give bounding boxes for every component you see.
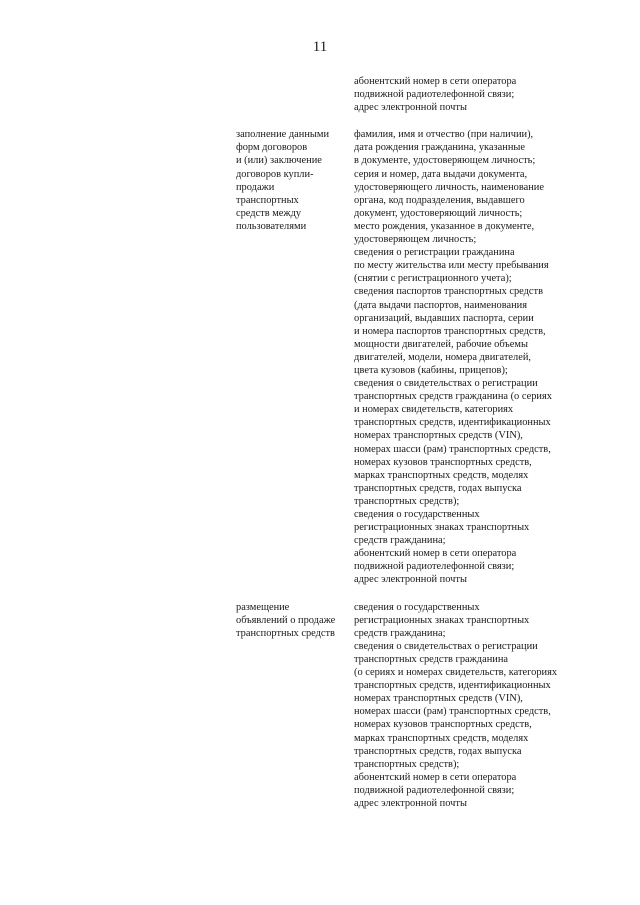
data-line: сведения о свидетельствах о регистрации — [354, 378, 538, 390]
data-line: дата рождения гражданина, указанные — [354, 142, 525, 154]
data-line: транспортных средств, годах выпуска — [354, 745, 522, 757]
data-line: номерах кузовов транспортных средств, — [354, 719, 532, 731]
data-line: сведения паспортов транспортных средств — [354, 286, 543, 298]
data-processing-table — [236, 75, 596, 810]
data-line: адрес электронной почты — [354, 574, 467, 586]
data-line: абонентский номер в сети оператора — [354, 548, 517, 560]
data-line: и номера паспортов транспортных средств, — [354, 325, 546, 337]
data-line: удостоверяющем личность; — [354, 234, 477, 246]
data-line: подвижной радиотелефонной связи; — [354, 561, 515, 573]
data-line: транспортных средств, идентификационных — [354, 417, 551, 429]
data-line: место рождения, указанное в документе, — [354, 220, 535, 232]
personal-data-cell — [354, 128, 596, 586]
table-row-contract-forms — [236, 128, 596, 586]
purpose-line: транспортных — [236, 194, 299, 206]
data-line: сведения о государственных — [354, 601, 480, 613]
data-line: регистрационных знаках транспортных — [354, 522, 530, 534]
data-line: марках транспортных средств, моделях — [354, 732, 529, 744]
data-line: в документе, удостоверяющем личность; — [354, 155, 536, 167]
purpose-cell — [236, 128, 354, 233]
personal-data-cell — [354, 601, 596, 811]
data-line: документ, удостоверяющий личность; — [354, 207, 523, 219]
data-line: подвижной радиотелефонной связи; — [354, 89, 515, 101]
table-row-contacts — [236, 75, 596, 114]
data-line: адрес электронной почты — [354, 797, 467, 809]
data-line: (снятии с регистрационного учета); — [354, 273, 512, 285]
purpose-line: размещение — [236, 601, 290, 613]
data-line: номерах транспортных средств (VIN), — [354, 693, 523, 705]
data-line: сведения о свидетельствах о регистрации — [354, 640, 538, 652]
data-line: по месту жительства или месту пребывания — [354, 260, 549, 272]
data-line: (дата выдачи паспортов, наименования — [354, 299, 527, 311]
data-line: номерах транспортных средств (VIN), — [354, 430, 523, 442]
data-line: номерах кузовов транспортных средств, — [354, 456, 532, 468]
purpose-line: заполнение данными — [236, 129, 330, 141]
data-line: транспортных средств); — [354, 495, 460, 507]
purpose-line: объявлений о продаже — [236, 614, 336, 626]
data-line: сведения о регистрации гражданина — [354, 247, 515, 259]
data-line: органа, код подразделения, выдавшего — [354, 194, 525, 206]
data-line: абонентский номер в сети оператора — [354, 76, 517, 87]
purpose-line: средств между — [236, 207, 302, 219]
data-line: сведения о государственных — [354, 509, 480, 520]
table-row-sale-ads — [236, 601, 596, 811]
data-line: удостоверяющего личность, наименование — [354, 181, 544, 193]
data-line: транспортных средств, идентификационных — [354, 680, 551, 692]
data-line: номерах шасси (рам) транспортных средств, — [354, 443, 551, 455]
data-line: транспортных средств); — [354, 758, 460, 770]
data-line: и номерах свидетельств, категориях — [354, 404, 514, 416]
data-line: средств гражданина; — [354, 627, 446, 639]
purpose-line: пользователями — [236, 220, 307, 232]
purpose-line: транспортных средств — [236, 627, 335, 639]
personal-data-cell — [354, 75, 596, 114]
data-line: регистрационных знаках транспортных — [354, 614, 530, 626]
data-line: номерах шасси (рам) транспортных средств, — [354, 706, 551, 718]
data-line: фамилия, имя и отчество (при наличии), — [354, 129, 534, 141]
data-line: марках транспортных средств, моделях — [354, 469, 529, 481]
data-line: организаций, выдавших паспорта, серии — [354, 312, 534, 324]
data-line: подвижной радиотелефонной связи; — [354, 784, 515, 796]
purpose-line: и (или) заключение — [236, 155, 322, 167]
data-line: транспортных средств, годах выпуска — [354, 482, 522, 494]
purpose-line: продажи — [236, 181, 275, 193]
data-line: абонентский номер в сети оператора — [354, 771, 517, 783]
data-line: транспортных средств гражданина — [354, 653, 509, 665]
purpose-cell — [236, 601, 354, 640]
data-line: двигателей, модели, номера двигателей, — [354, 351, 531, 363]
data-line: адрес электронной почты — [354, 102, 467, 114]
data-line: мощности двигателей, рабочие объемы — [354, 338, 528, 350]
data-line: цвета кузовов (кабины, прицепов); — [354, 364, 508, 376]
page-number: 11 — [312, 39, 328, 55]
data-line: (о сериях и номерах свидетельств, категориях — [354, 667, 558, 679]
data-line: серия и номер, дата выдачи документа, — [354, 168, 528, 180]
data-line: средств гражданина; — [354, 535, 446, 547]
purpose-line: форм договоров — [236, 142, 308, 154]
data-line: транспортных средств гражданина (о сериях — [354, 391, 552, 403]
purpose-line: договоров купли- — [236, 168, 314, 180]
